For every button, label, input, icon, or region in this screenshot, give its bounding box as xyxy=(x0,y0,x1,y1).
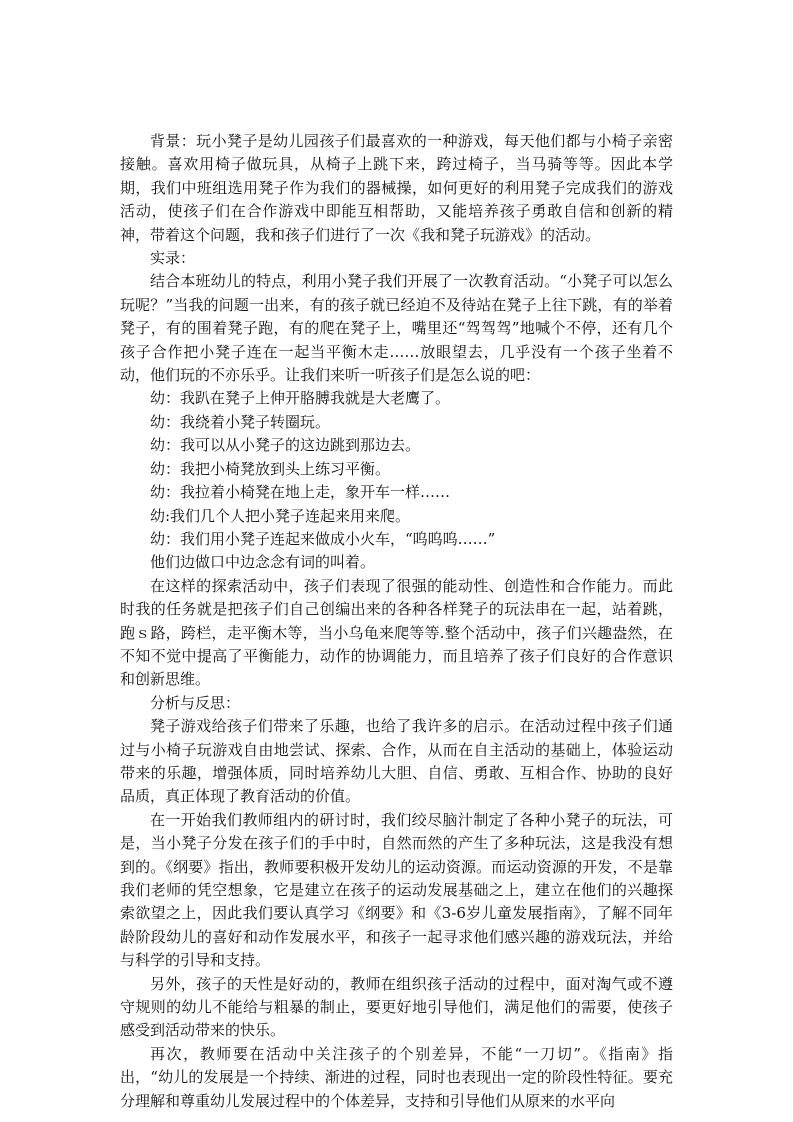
paragraph-analysis-heading: 分析与反思： xyxy=(150,693,241,712)
paragraph-exploration: 在这样的探索活动中，孩子们表现了很强的能动性、创造性和合作能力。而此时我的任务就是把孩子们自己创编出来的各种各样凳子的玩法串在一起，站着跳，跑ｓ路，跨栏，走平衡木等，当小乌龟来爬等等.整个活动中，孩子们兴趣盎然，在不知不觉中提高了平衡能力，动作的协调能力，而且培养了孩子们良好的合作意识和创新思维。 xyxy=(120,576,673,689)
child-quote: 幼：我趴在凳子上伸开胳膊我就是大老鹰了。 xyxy=(150,389,451,408)
paragraph-chanting: 他们边做口中边念念有词的叫着。 xyxy=(150,553,376,572)
child-quote: 幼：我拉着小椅凳在地上走，象开车一样…… xyxy=(150,483,451,502)
paragraph-activity-intro: 结合本班幼儿的特点，利用小凳子我们开展了一次教育活动。“小凳子可以怎么玩呢？”当我的问题一出来，有的孩子就已经迫不及待站在凳子上往下跳，有的举着凳子，有的围着凳子跑，有的爬在凳子上，嘴里还“驾驾驾”地喊个不停，还有几个孩子合作把小凳子连在一起当平衡木走……放眼望去，几乎没有一个孩子坐着不动，他们玩的不亦乐乎。让我们来听一听孩子们是怎么说的吧： xyxy=(120,272,673,385)
paragraph-analysis-1: 凳子游戏给孩子们带来了乐趣，也给了我许多的启示。在活动过程中孩子们通过与小椅子玩游戏自由地尝试、探索、合作，从而在自主活动的基础上，体验运动带来的乐趣，增强体质，同时培养幼儿大胆、自信、勇敢、互相合作、协助的良好品质，真正体现了教育活动的价值。 xyxy=(120,717,673,806)
paragraph-background: 背景：玩小凳子是幼儿园孩子们最喜欢的一种游戏，每天他们都与小椅子亲密接触。喜欢用椅子做玩具，从椅子上跳下来，跨过椅子，当马骑等等。因此本学期，我们中班组选用凳子作为我们的器械操，如何更好的利用凳子完成我们的游戏活动，使孩子们在合作游戏中即能互相帮助，又能培养孩子勇敢自信和创新的精神，带着这个问题，我和孩子们进行了一次《我和凳子玩游戏》的活动。 xyxy=(120,132,673,244)
child-quote: 幼：我绕着小凳子转圈玩。 xyxy=(150,412,331,431)
paragraph-analysis-3: 另外，孩子的天性是好动的，教师在组织孩子活动的过程中，面对淘气或不遵守规则的幼儿不能给与粗暴的制止，要更好地引导他们，满足他们的需要，使孩子感受到活动带来的快乐。 xyxy=(120,974,673,1040)
child-quote: 幼：我把小椅凳放到头上练习平衡。 xyxy=(150,459,391,478)
paragraph-analysis-4: 再次，教师要在活动中关注孩子的个别差异，不能“一刀切”。《指南》指出，“幼儿的发展是一个持续、渐进的过程，同时也表现出一定的阶段性特征。要充分理解和尊重幼儿发展过程中的个体差异，支持和引导他们从原来的水平向 xyxy=(120,1044,673,1110)
paragraph-record-heading: 实录： xyxy=(150,249,196,268)
child-quote: 幼：我们用小凳子连起来做成小火车，“呜呜呜……” xyxy=(150,529,496,548)
document-page xyxy=(120,130,673,1113)
paragraph-analysis-2: 在一开始我们教师组内的研讨时，我们绞尽脑汁制定了各种小凳子的玩法，可是，当小凳子分发在孩子们的手中时，自然而然的产生了多种玩法，这是我没有想到的。《纲要》指出，教师要积极开发幼儿的运动资源。而运动资源的开发，不是靠我们老师的凭空想象，它是建立在孩子的运动发展基础之上，建立在他们的兴趣探索欲望之上，因此我们要认真学习《纲要》和《3-6岁儿童发展指南》，了解不同年龄阶段幼儿的喜好和动作发展水平，和孩子一起寻求他们感兴趣的游戏玩法，并给与科学的引导和支持。 xyxy=(120,810,673,970)
child-quote: 幼:我们几个人把小凳子连起来用来爬。 xyxy=(150,506,411,525)
child-quote: 幼：我可以从小凳子的这边跳到那边去。 xyxy=(150,436,421,455)
